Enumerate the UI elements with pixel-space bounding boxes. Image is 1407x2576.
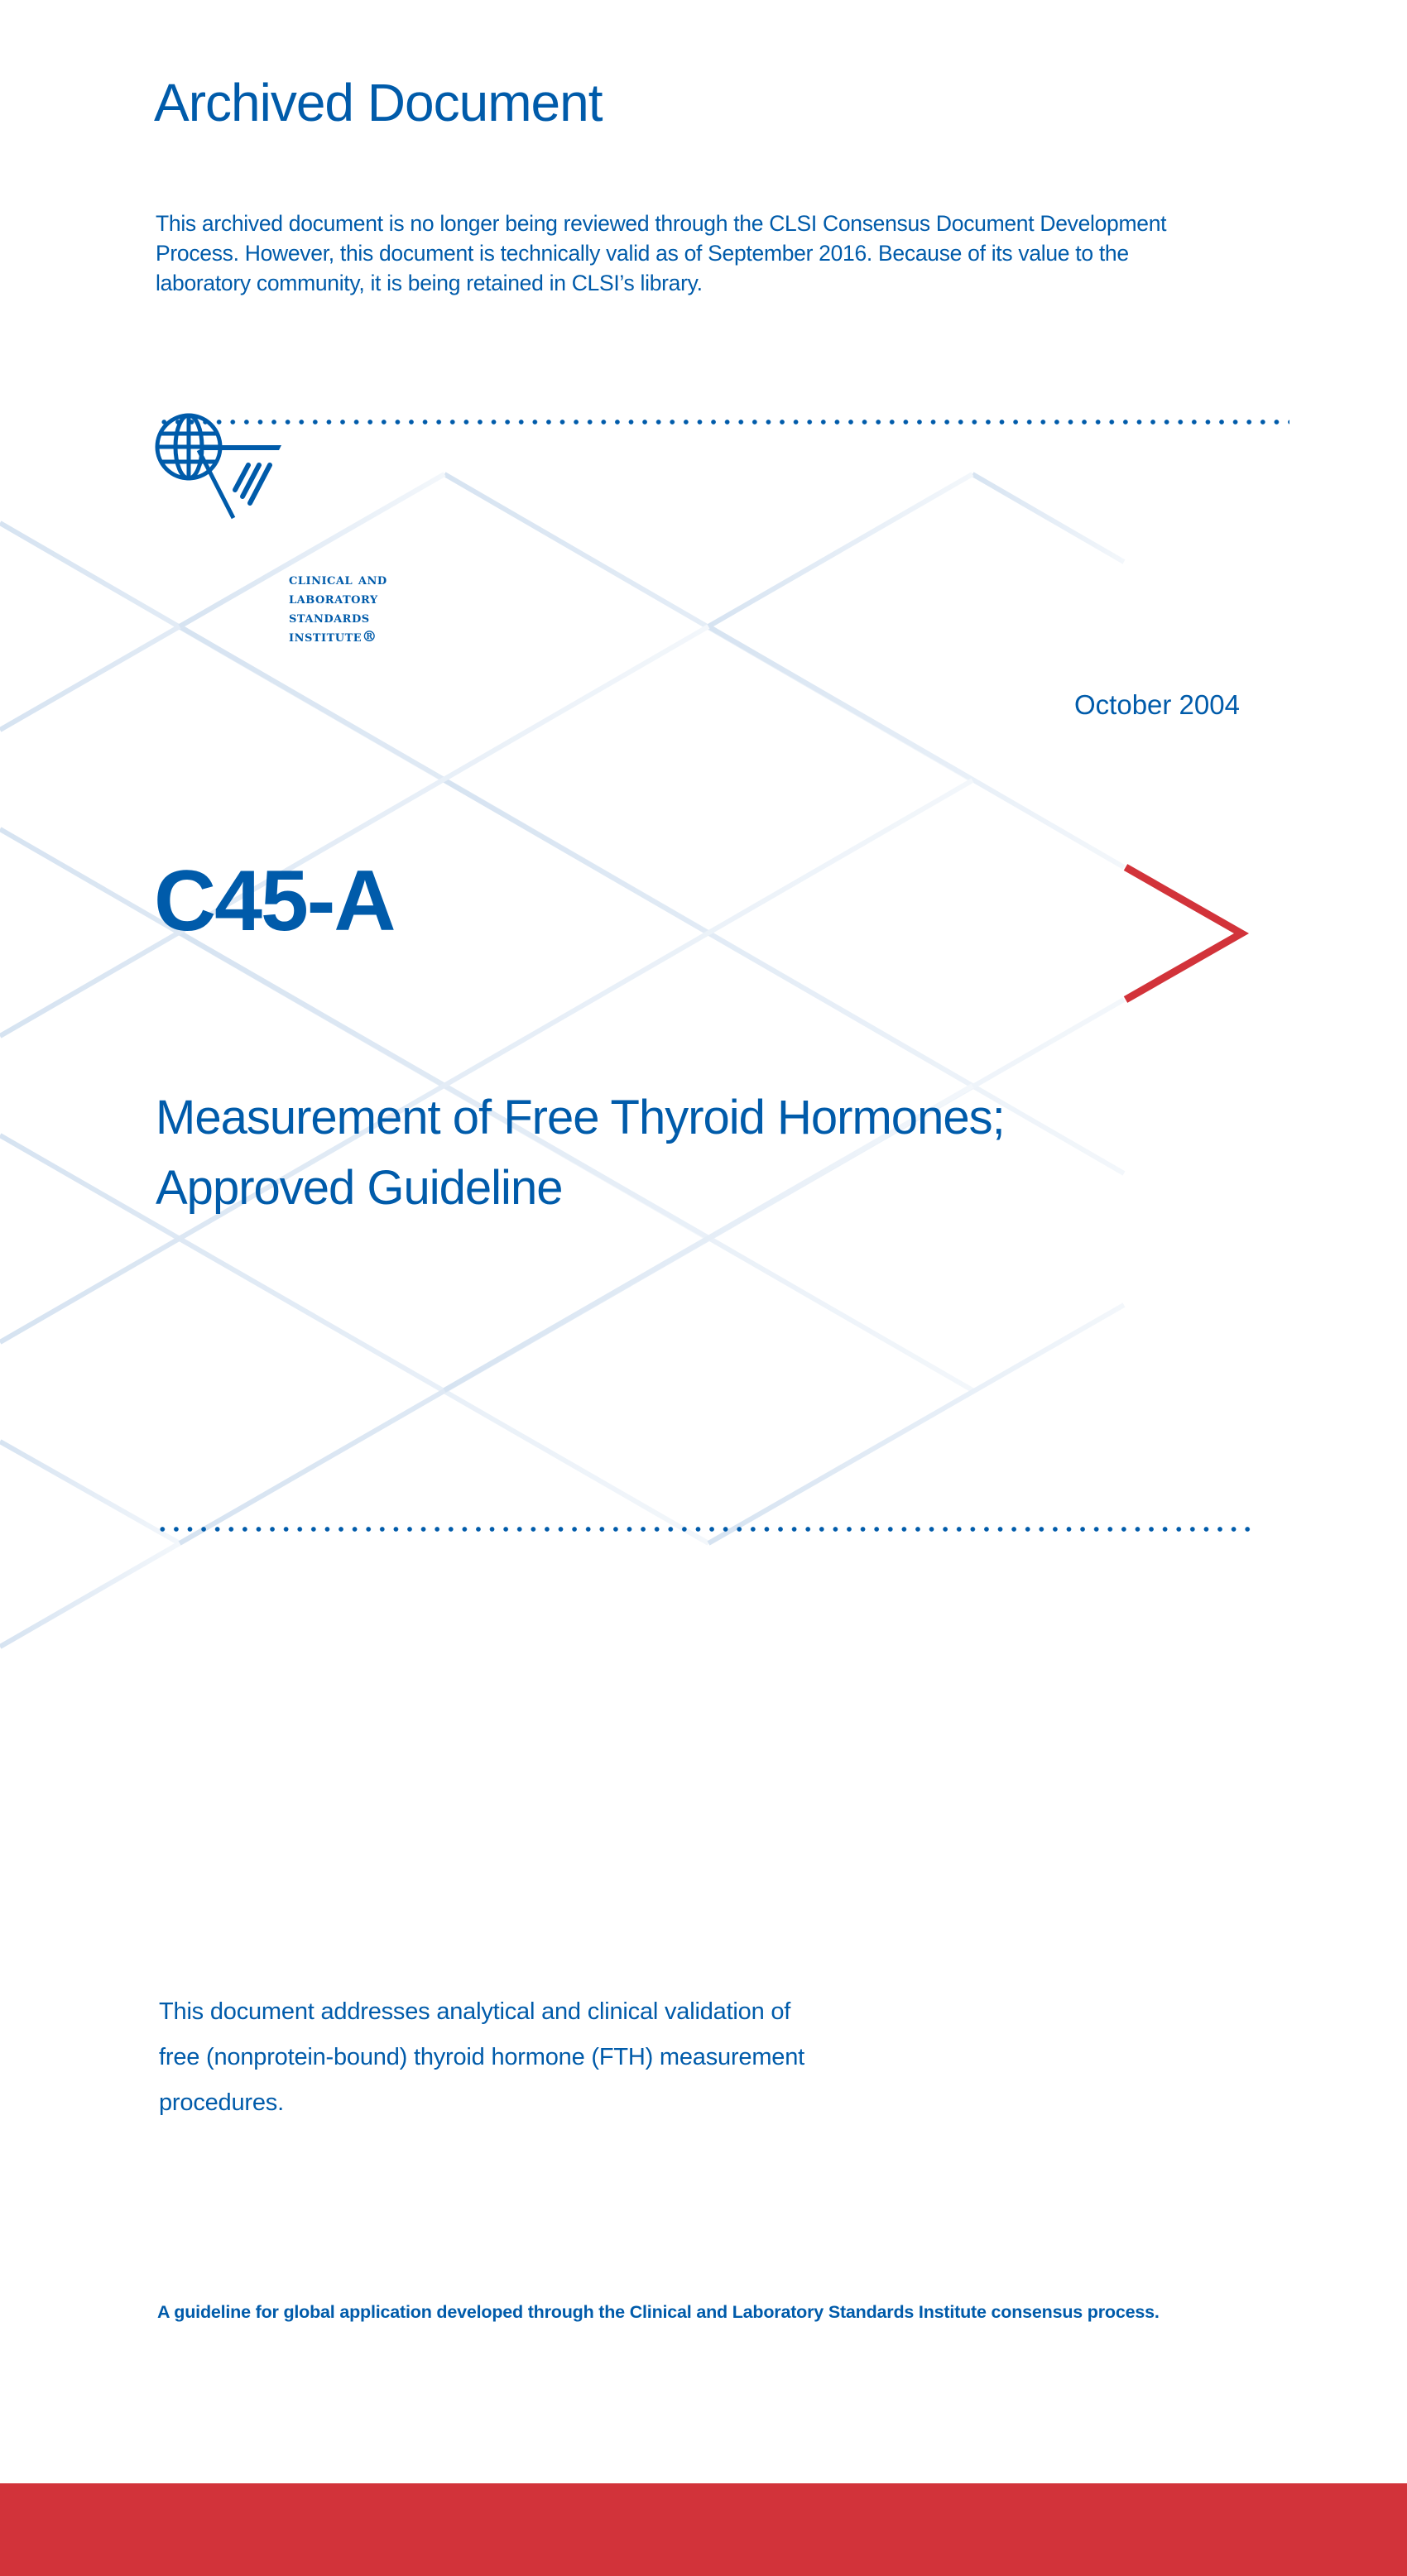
archived-notice-line: laboratory community, it is being retained in CLSI’s library. bbox=[156, 271, 703, 295]
publisher-name-line: standards bbox=[289, 609, 370, 626]
publication-date: October 2004 bbox=[1074, 689, 1240, 720]
archived-notice-line: This archived document is no longer being reviewed through the CLSI Consensus Document Development bbox=[156, 211, 1167, 236]
document-scope-line: procedures. bbox=[159, 2089, 284, 2116]
publisher-name-line: clinical and bbox=[289, 571, 387, 588]
dotted-divider bbox=[157, 420, 1289, 425]
publisher-name bbox=[289, 570, 1407, 646]
document-title-line: Measurement of Free Thyroid Hormones; bbox=[156, 1091, 1005, 1144]
document-code: C45-A bbox=[154, 853, 395, 949]
archived-document-title: Archived Document bbox=[154, 73, 603, 132]
footer-red-band bbox=[0, 2483, 1407, 2576]
consensus-footer-note: A guideline for global application developed through the Clinical and Laboratory Standards Institute consensus process. bbox=[157, 2302, 1160, 2322]
archived-notice-line: Process. However, this document is technically valid as of September 2016. Because of its value to the bbox=[156, 241, 1129, 266]
document-title bbox=[156, 1082, 1407, 1223]
document-scope-line: free (nonprotein-bound) thyroid hormone (FTH) measurement bbox=[159, 2044, 805, 2070]
document-scope-line: This document addresses analytical and clinical validation of bbox=[159, 1998, 791, 2025]
document-scope bbox=[159, 1989, 1407, 2126]
document-title-line: Approved Guideline bbox=[156, 1161, 563, 1215]
publisher-name-line: institute® bbox=[289, 628, 377, 645]
archived-notice-text bbox=[156, 209, 1314, 298]
publisher-name-line: laboratory bbox=[289, 590, 378, 607]
dotted-divider bbox=[156, 1527, 1258, 1532]
globe-triangle-logo-icon bbox=[151, 409, 449, 533]
